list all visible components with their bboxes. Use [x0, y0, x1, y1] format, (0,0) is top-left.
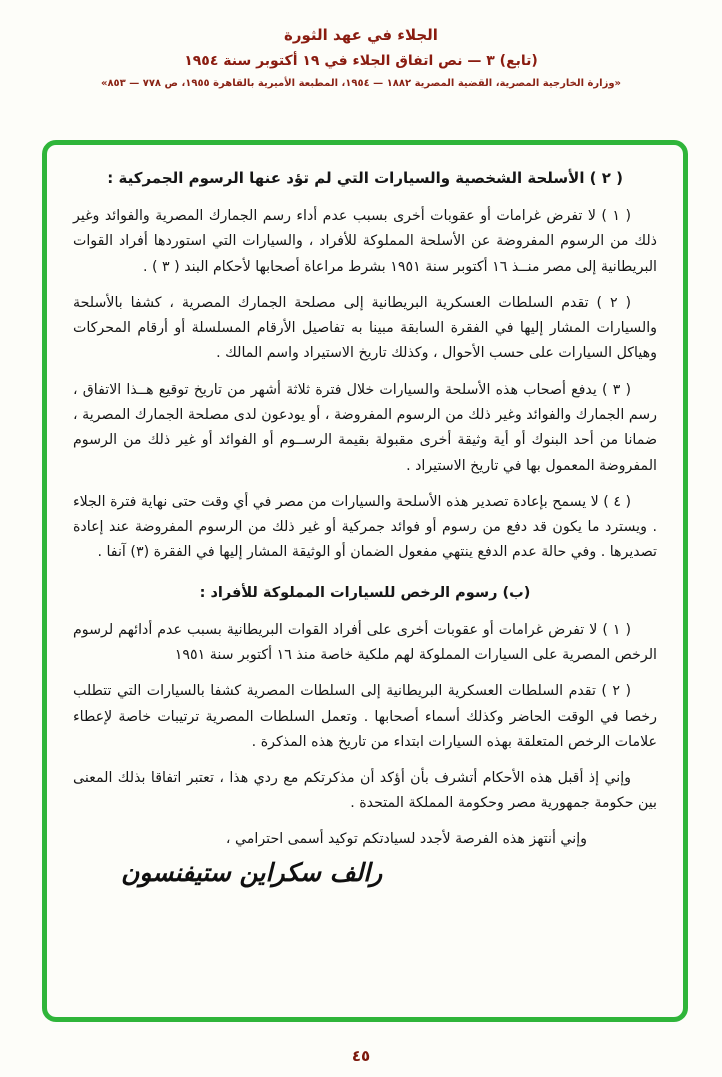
section-a-paragraph-1: ( ١ ) لا تفرض غرامات أو عقوبات أخرى بسبب عدم أداء رسم الجمارك المصرية والفوائد وغير ذلك من الرسوم المفروضة عن الأسلحة المملوكة للأفراد ، والسيارات التي استوردها أفراد القوات البريطانية إلى مصر منــذ ١٦ أكتوبر سنة ١٩٥١ بشرط مراعاة أصحابها لأحكام البند ( ٣ ) .: [73, 208, 657, 275]
page-header: [0, 0, 722, 89]
section-b-paragraph-2: ( ٢ ) تقدم السلطات العسكرية البريطانية إلى السلطات المصرية كشفا بالسيارات التي تتطلب رخصا في الوقت الحاضر وكذلك أسماء أصحابها . وتعمل السلطات المصرية ترتيبات خاصة لإعطاء علامات الرخص المتعلقة بهذه السيارات ابتداء من تاريخ هذه المذكرة .: [73, 683, 657, 750]
page-number: ٤٥: [351, 1047, 371, 1065]
document-title: الجلاء في عهد الثورة: [284, 26, 438, 44]
section-a-paragraph-4: ( ٤ ) لا يسمح بإعادة تصدير هذه الأسلحة والسيارات من مصر في أي وقت حتى نهاية فترة الجلاء . ويسترد ما يكون قد دفع من رسوم أو فوائد جمركية أو غير ذلك من الرسوم المفروضة عند إعادة تصديرها . وفي حالة عدم الدفع ينتهي مفعول الضمان أو الوثيقة المشار إليها في الفقرة (٣) آنفا .: [73, 493, 657, 561]
section-a-paragraph-3: ( ٣ ) يدفع أصحاب هذه الأسلحة والسيارات خلال فترة ثلاثة أشهر من تاريخ توقيع هــذا الاتفاق ، رسم الجمارك والفوائد وغير ذلك من الرسوم المفروضة ، أو يودعون لدى مصلحة الجمارك المصرية ، ضمانا من أحد البنوك أو أية وثيقة أخرى مقبولة بقيمة الرســوم أو الفوائد أو غير ذلك من الرسوم المفروضة المعمول بها في تاريخ الاستيراد .: [73, 381, 657, 474]
document-subtitle: (تابع) ٣ — نص اتفاق الجلاء في ١٩ أكتوبر سنة ١٩٥٤: [184, 53, 538, 69]
closing-salutation: وإني أنتهز هذه الفرصة لأجدد لسيادتكم توكيد أسمى احترامي ،: [225, 830, 587, 847]
section-b-paragraph-1: ( ١ ) لا تفرض غرامات أو عقوبات أخرى على أفراد القوات البريطانية بسبب عدم أدائهم لرسوم الرخص المصرية على السيارات المملوكة لهم ملكية خاصة منذ ١٦ أكتوبر سنة ١٩٥١: [73, 621, 657, 664]
closing-paragraph: وإني إذ أقبل هذه الأحكام أتشرف بأن أؤكد أن مذكرتكم مع ردي هذا ، تعتبر اتفاقا بذلك المعنى بين حكومة جمهورية مصر وحكومة المملكة المتحدة .: [73, 770, 657, 812]
section-b-heading: (ب) رسوم الرخص للسيارات المملوكة للأفراد :: [199, 584, 531, 601]
section-a-paragraph-2: ( ٢ ) تقدم السلطات العسكرية البريطانية إلى مصلحة الجمارك المصرية ، كشفا بالأسلحة والسيارات المشار إليها في الفقرة السابقة مبينا به تفاصيل الأرقام المسلسلة أو أرقام المحركات وهياكل السيارات على حسب الأحوال ، وكذلك تاريخ الاستيراد واسم المالك .: [73, 294, 657, 362]
section-a-heading: ( ٢ ) الأسلحة الشخصية والسيارات التي لم تؤد عنها الرسوم الجمركية :: [107, 169, 623, 187]
signature: رالف سكراين ستيفنسون: [121, 858, 383, 887]
content-border-box: [42, 140, 688, 1022]
source-citation: «وزارة الخارجية المصرية، القضية المصرية ١٨٨٢ — ١٩٥٤، المطبعة الأميرية بالقاهرة ١٩٥٥، ص ٧٧٨ — ٨٥٣»: [100, 78, 622, 89]
